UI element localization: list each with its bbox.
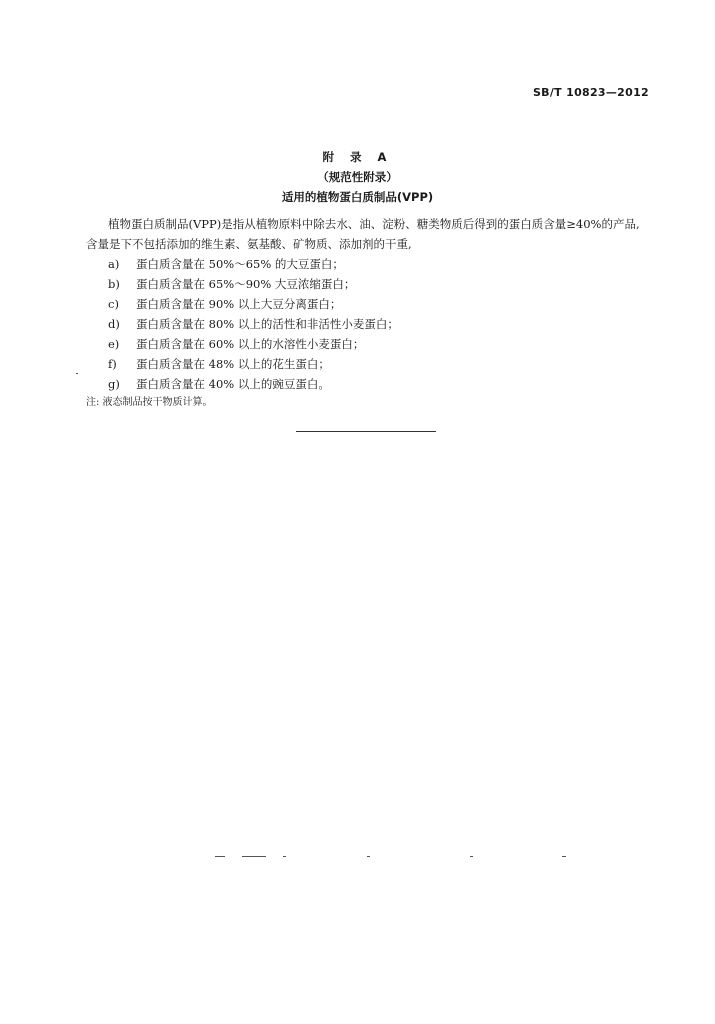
item-label: d) [108,317,120,331]
item-label: a) [108,257,120,271]
item-text: 蛋白质含量在 50%～65% 的大豆蛋白； [136,257,344,271]
scan-artifact [470,856,473,857]
item-text: 蛋白质含量在 48% 以上的花生蛋白； [136,357,330,371]
item-text: 蛋白质含量在 90% 以上大豆分离蛋白； [136,297,342,311]
item-text: 蛋白质含量在 80% 以上的活性和非活性小麦蛋白； [136,317,399,331]
scan-artifact [242,856,266,857]
item-label: b) [108,277,120,291]
standard-code: SB/T 10823—2012 [532,86,649,99]
scan-artifact [562,856,566,857]
item-label: g) [108,377,120,391]
product-list [86,254,648,394]
scan-artifact [76,373,78,374]
item-text: 蛋白质含量在 60% 以上的水溶性小麦蛋白； [136,337,365,351]
scan-artifact [367,856,370,857]
item-text: 蛋白质含量在 40% 以上的豌豆蛋白。 [136,377,330,391]
list-item [86,314,648,334]
item-label: c) [108,297,119,311]
annex-title: 适用的植物蛋白质制品(VPP) [281,190,434,204]
list-item [86,274,648,294]
item-label: e) [108,337,120,351]
scan-artifact [215,856,225,857]
annex-label: 附 录 A [322,150,393,164]
list-item [86,254,648,274]
annex-type: （规范性附录） [317,170,398,184]
end-rule [296,431,436,432]
list-item [86,354,648,374]
note: 注: 液态制品按干物质计算。 [86,397,213,408]
list-item [86,374,648,394]
definition-paragraph: 植物蛋白质制品(VPP)是指从植物原料中除去水、油、淀粉、糖类物质后得到的蛋白质含量≥40%的产品,含量是下不包括添加的维生素、氨基酸、矿物质、添加剂的干重, [86,217,640,251]
list-item [86,294,648,314]
scan-artifact [283,856,286,857]
list-item [86,334,648,354]
item-text: 蛋白质含量在 65%～90% 大豆浓缩蛋白； [136,277,356,291]
item-label: f) [108,357,117,371]
annex-body [86,214,648,411]
